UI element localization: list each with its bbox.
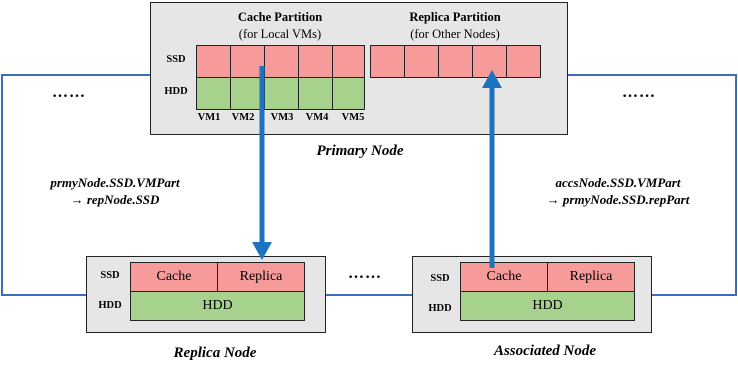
replica-node-hdd-cell: HDD (130, 291, 305, 321)
replica-partition-title: Replica Partition (409, 10, 501, 24)
ellipsis-top-left: …… (52, 84, 86, 101)
replica-node-cache-cell: Cache (130, 262, 218, 292)
associated-node-replica-cell: Replica (547, 262, 635, 292)
right-flow-caption-line2: → prmyNode.SSD.repPart (546, 192, 690, 207)
right-flow-caption-line1: accsNode.SSD.VMPart (555, 175, 681, 190)
primary-ssd-label: SSD (166, 54, 186, 65)
arrow-associated-to-primary (482, 70, 502, 268)
ellipsis-top-right: …… (622, 84, 656, 101)
vm-label-2: VM2 (231, 112, 255, 123)
associated-ssd-label: SSD (430, 273, 450, 284)
vm-label-5: VM5 (341, 112, 365, 123)
replica-partition-subtitle: (for Other Nodes) (410, 27, 500, 41)
associated-hdd-label: HDD (428, 303, 452, 314)
vm-label-4: VM4 (305, 112, 329, 123)
cache-partition-title: Cache Partition (237, 10, 323, 24)
primary-node-title: Primary Node (316, 143, 404, 159)
vm-label-3: VM3 (270, 112, 294, 123)
replica-ssd-label: SSD (100, 270, 120, 281)
cache-partition-subtitle: (for Local VMs) (238, 27, 322, 41)
left-flow-caption-line1: prmyNode.SSD.VMPart (50, 175, 180, 190)
replica-node-replica-cell: Replica (217, 262, 305, 292)
associated-node-title: Associated Node (493, 343, 597, 359)
replica-node-title: Replica Node (173, 345, 257, 361)
left-flow-caption-line2: → repNode.SSD (70, 192, 160, 207)
replica-hdd-label: HDD (98, 300, 122, 311)
associated-node-hdd-cell: HDD (460, 291, 635, 321)
ellipsis-bottom-middle: …… (348, 265, 382, 282)
arrow-primary-to-replica (252, 66, 272, 260)
primary-hdd-label: HDD (164, 86, 188, 97)
associated-node-cache-cell: Cache (460, 262, 548, 292)
vm-label-1: VM1 (197, 112, 221, 123)
